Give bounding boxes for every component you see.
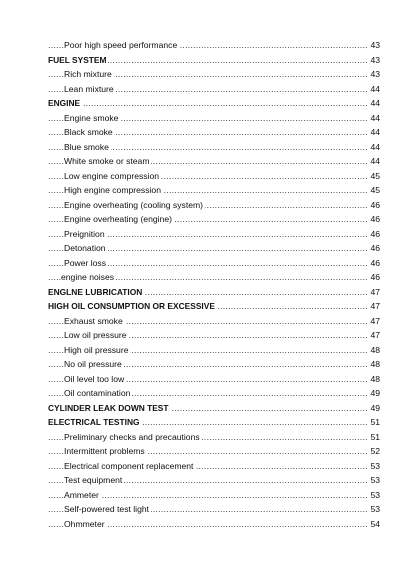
toc-entry[interactable] [0, 183, 416, 198]
toc-entry-label: Exhaust smoke [64, 314, 125, 329]
toc-entry-label: ELECTRICAL TESTING [48, 415, 142, 430]
toc-entry-page-number: 49 [367, 386, 380, 401]
toc-entry-label: Preignition [64, 227, 107, 242]
toc-entry-label: No oil pressure [64, 357, 124, 372]
toc-entry-page-number: 46 [367, 270, 380, 285]
toc-entry[interactable] [0, 430, 416, 445]
toc-entry-page-number: 46 [367, 198, 380, 213]
toc-entry-page-number: 53 [367, 459, 380, 474]
toc-entry-label: Oil level too low [64, 372, 126, 387]
toc-entry[interactable] [0, 314, 416, 329]
toc-entry-page-number: 54 [367, 517, 380, 532]
toc-entry-page-number: 47 [367, 285, 380, 300]
toc-entry[interactable] [0, 67, 416, 82]
toc-entry-label: Ohmmeter [64, 517, 107, 532]
toc-entry-page-number: 46 [367, 227, 380, 242]
toc-entry[interactable] [0, 270, 416, 285]
toc-entry[interactable] [0, 473, 416, 488]
toc-entry-label: FUEL SYSTEM [48, 53, 108, 68]
toc-entry-page-number: 43 [367, 38, 380, 53]
toc-entry-page-number: 51 [367, 430, 380, 445]
toc-entry[interactable] [0, 459, 416, 474]
toc-entry-page-number: 53 [367, 473, 380, 488]
toc-section-heading[interactable] [0, 401, 416, 416]
toc-entry-page-number: 48 [367, 343, 380, 358]
toc-entry-page-number: 44 [367, 154, 380, 169]
toc-entry[interactable] [0, 502, 416, 517]
toc-entry-page-number: 44 [367, 82, 380, 97]
toc-entry-label: Low engine compression [64, 169, 161, 184]
toc-entry[interactable] [0, 111, 416, 126]
toc-entry[interactable] [0, 241, 416, 256]
toc-entry-label: Blue smoke [64, 140, 111, 155]
toc-entry-label: Engine overheating (engine) [64, 212, 174, 227]
toc-entry-page-number: 53 [367, 502, 380, 517]
toc-entry-label: Low oil pressure [64, 328, 129, 343]
toc-entry-page-number: 46 [367, 212, 380, 227]
toc-entry[interactable] [0, 125, 416, 140]
toc-section-heading[interactable] [0, 285, 416, 300]
toc-section-heading[interactable] [0, 53, 416, 68]
toc-entry[interactable] [0, 256, 416, 271]
toc-entry-label: Engine overheating (cooling system) [64, 198, 205, 213]
toc-entry[interactable] [0, 169, 416, 184]
toc-entry-page-number: 44 [367, 111, 380, 126]
toc-entry-page-number: 45 [367, 169, 380, 184]
table-of-contents [0, 38, 416, 531]
toc-entry-page-number: 47 [367, 299, 380, 314]
toc-entry-label: Power loss [64, 256, 108, 271]
toc-entry-label: CYLINDER LEAK DOWN TEST [48, 401, 171, 416]
toc-entry-label: Engine smoke [64, 111, 120, 126]
toc-entry[interactable] [0, 444, 416, 459]
toc-entry[interactable] [0, 227, 416, 242]
toc-entry[interactable] [0, 82, 416, 97]
toc-entry[interactable] [0, 38, 416, 53]
toc-entry[interactable] [0, 198, 416, 213]
toc-entry-page-number: 46 [367, 256, 380, 271]
toc-entry-page-number: 47 [367, 328, 380, 343]
toc-entry-page-number: 44 [367, 125, 380, 140]
toc-entry[interactable] [0, 386, 416, 401]
toc-entry-page-number: 43 [367, 67, 380, 82]
toc-entry-label: Electrical component replacement [64, 459, 195, 474]
toc-entry-label: Rich mixture [64, 67, 114, 82]
toc-entry-label: HIGH OIL CONSUMPTION OR EXCESSIVE [48, 299, 217, 314]
toc-entry[interactable] [0, 488, 416, 503]
toc-entry[interactable] [0, 517, 416, 532]
toc-entry-page-number: 45 [367, 183, 380, 198]
toc-entry-page-number: 44 [367, 96, 380, 111]
toc-entry-page-number: 43 [367, 53, 380, 68]
toc-section-heading[interactable] [0, 415, 416, 430]
toc-entry-label: Intermittent problems [64, 444, 147, 459]
toc-entry-page-number: 51 [367, 415, 380, 430]
toc-entry[interactable] [0, 357, 416, 372]
toc-entry-label: Detonation [64, 241, 108, 256]
toc-entry-label: Poor high speed performance [64, 38, 179, 53]
toc-entry-page-number: 48 [367, 357, 380, 372]
toc-section-heading[interactable] [0, 299, 416, 314]
toc-entry-page-number: 52 [367, 444, 380, 459]
toc-entry-page-number: 46 [367, 241, 380, 256]
toc-entry-page-number: 44 [367, 140, 380, 155]
toc-entry-label: engine noises [61, 270, 116, 285]
toc-entry-label: High engine compression [64, 183, 163, 198]
toc-entry-label: Preliminary checks and precautions [64, 430, 202, 445]
toc-entry-label: Lean mixture [64, 82, 116, 97]
toc-entry-label: Self-powered test light [64, 502, 151, 517]
toc-entry-label: Oil contamination [64, 386, 132, 401]
toc-section-heading[interactable] [0, 96, 416, 111]
toc-entry[interactable] [0, 328, 416, 343]
toc-entry-label: High oil pressure [64, 343, 130, 358]
toc-entry-page-number: 47 [367, 314, 380, 329]
toc-entry-label: Ammeter [64, 488, 101, 503]
toc-entry-label: ENGINE [48, 96, 82, 111]
toc-entry-label: Test equipment [64, 473, 124, 488]
toc-entry-page-number: 49 [367, 401, 380, 416]
toc-entry-page-number: 48 [367, 372, 380, 387]
toc-entry-page-number: 53 [367, 488, 380, 503]
dot-leader [48, 96, 372, 111]
toc-entry[interactable] [0, 372, 416, 387]
toc-entry[interactable] [0, 343, 416, 358]
toc-entry[interactable] [0, 154, 416, 169]
toc-entry[interactable] [0, 212, 416, 227]
toc-entry[interactable] [0, 140, 416, 155]
toc-entry-label: ENGLNE LUBRICATION [48, 285, 144, 300]
toc-entry-label: White smoke or steam [64, 154, 151, 169]
toc-entry-label: Black smoke [64, 125, 115, 140]
